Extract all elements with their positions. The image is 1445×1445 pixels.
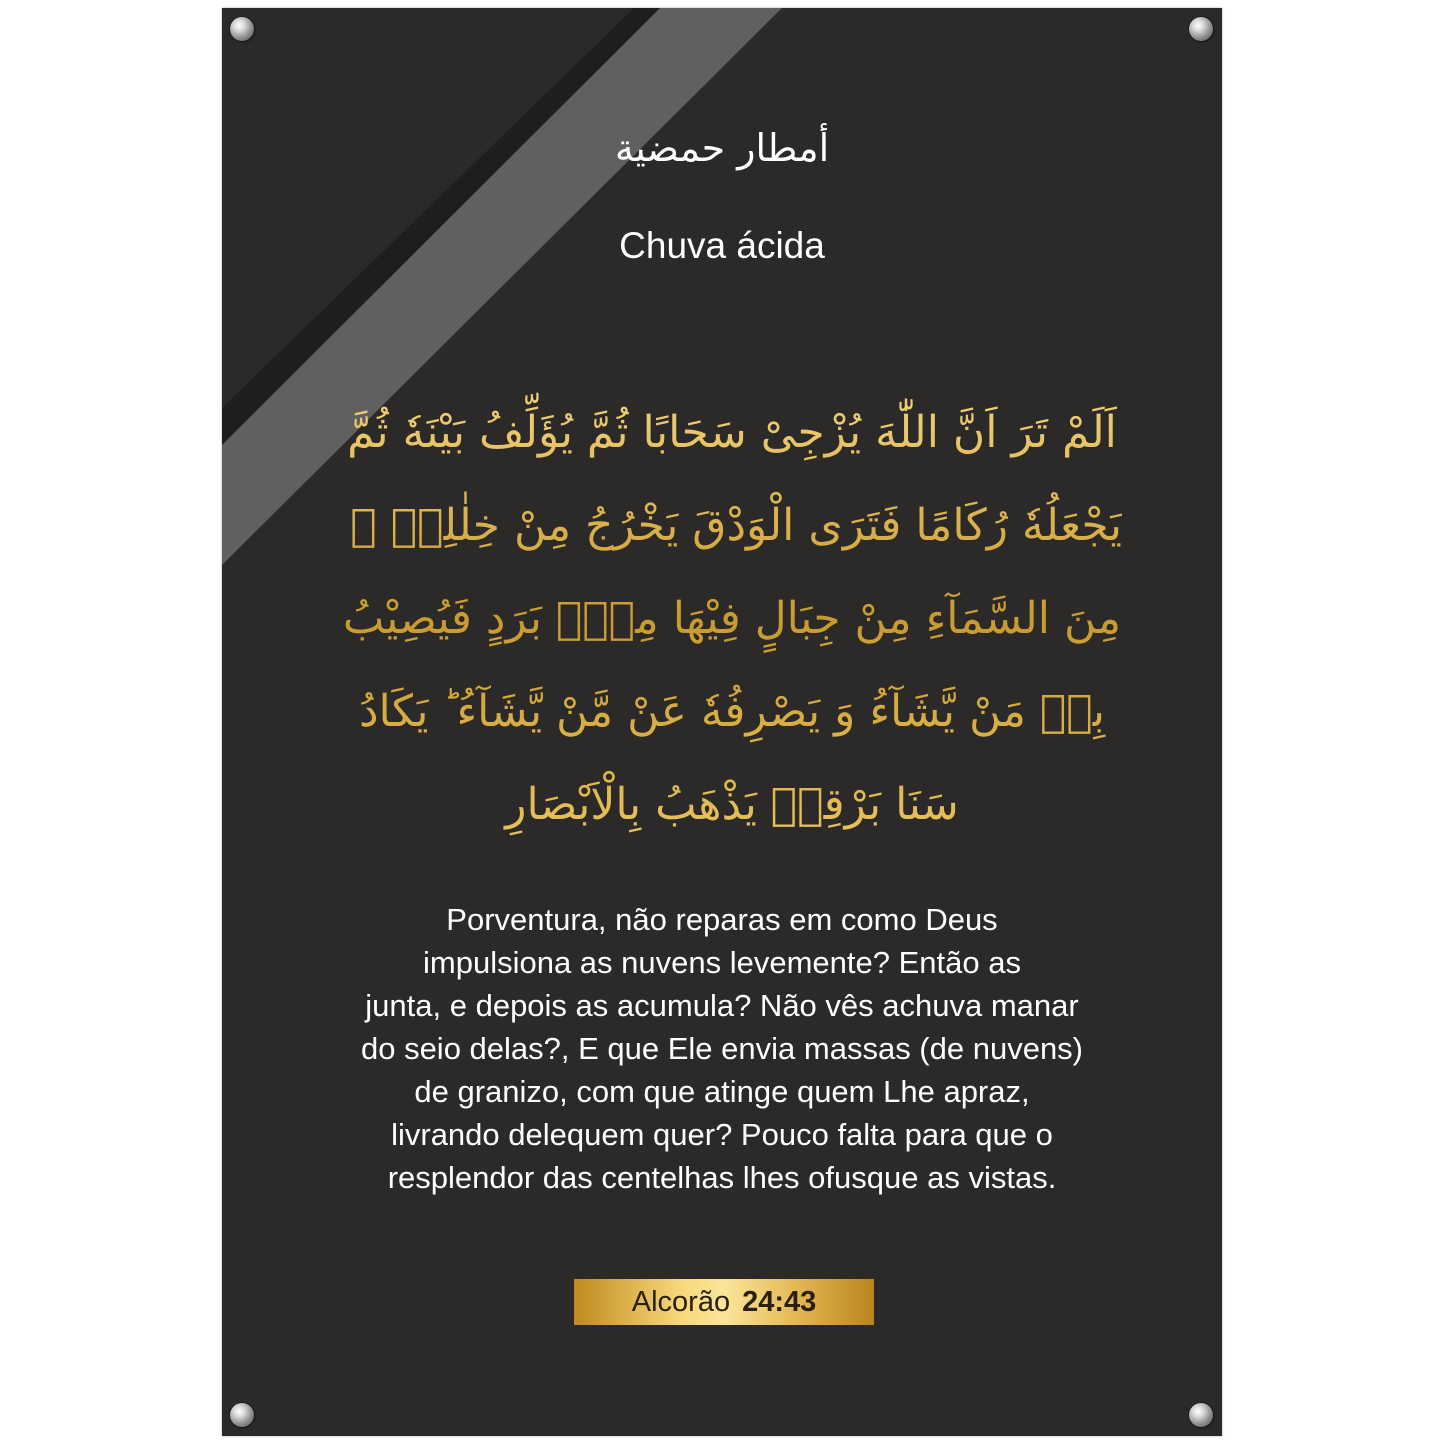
verse-arabic-line: اَلَمْ تَرَ اَنَّ اللّٰهَ يُزْجِىْ سَحَابًا ثُمَّ يُؤَلِّفُ بَيْنَهٗ ثُمَّ (347, 407, 1117, 458)
title-arabic: أمطار حمضية (614, 126, 830, 170)
translation-text (312, 898, 1132, 1199)
verse-arabic-line: سَنَا بَرْقِهٖ يَذْهَبُ بِالْاَبْصَارِ (505, 779, 959, 830)
reference-label: Alcorão (631, 1285, 731, 1318)
screw-icon (230, 17, 254, 41)
title-portuguese: Chuva ácida (619, 225, 825, 266)
translation-line: junta, e depois as acumula? Não vês achuva manar (365, 988, 1079, 1023)
translation-line: de granizo, com que atinge quem Lhe apraz, (414, 1074, 1030, 1109)
verse-arabic-line: يَجْعَلُهٗ رُكَامًا فَتَرَى الْوَدْقَ يَخْرُجُ مِنْ خِلٰلِهٖ ۚ وَيُنَزِّلُ (233, 500, 1122, 551)
translation-line: resplendor das centelhas lhes ofusque as vistas. (387, 1160, 1057, 1195)
translation-line: do seio delas?, E que Ele envia massas (de nuvens) (360, 1031, 1084, 1066)
translation-line: Porventura, não reparas em como Deus (446, 902, 998, 937)
translation-line: livrando delequem quer? Pouco falta para que o (391, 1117, 1053, 1152)
translation-line: impulsiona as nuvens levemente? Então as (423, 945, 1021, 980)
verse-arabic-line: مِنَ السَّمَآءِ مِنْ جِبَالٍ فِيْهَا مِنْۢ بَرَدٍ فَيُصِيْبُ (342, 593, 1122, 644)
verse-arabic (233, 386, 1122, 851)
reference-badge (574, 1279, 874, 1325)
reference-number: 24:43 (742, 1285, 817, 1318)
verse-arabic-line: بِهٖ مَنْ يَّشَآءُ وَ يَصْرِفُهٗ عَنْ مَّنْ يَّشَآءُ ؕ يَكَادُ (358, 686, 1106, 737)
screw-icon (1189, 17, 1213, 41)
acrylic-poster (222, 8, 1222, 1436)
screw-icon (1189, 1403, 1213, 1427)
screw-icon (230, 1403, 254, 1427)
